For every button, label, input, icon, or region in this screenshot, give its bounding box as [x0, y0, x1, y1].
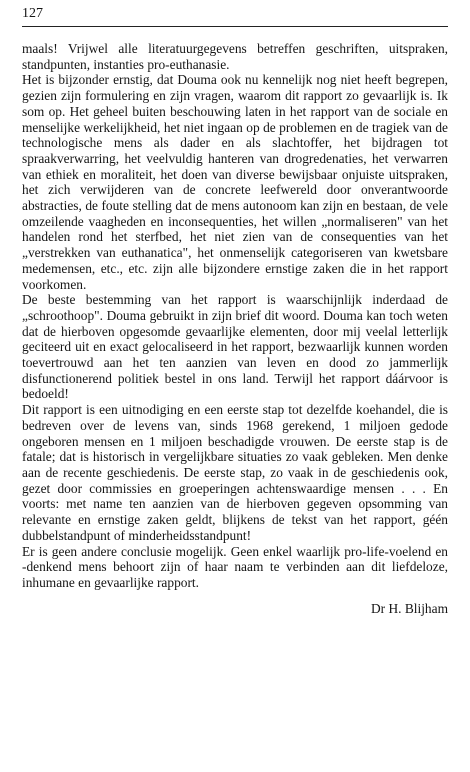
author-signature: Dr H. Blijham	[371, 601, 448, 616]
page-number: 127	[22, 6, 43, 21]
body-text	[22, 41, 448, 591]
paragraph: Er is geen andere conclusie mogelijk. Geen enkel waarlijk pro-life-voelend en -denkend mens behoort zijn of haar naam te verbinden aan dit liefdeloze, inhumane en gevaarlijke rapport.	[22, 543, 448, 590]
paragraph: Dit rapport is een uitnodiging en een eerste stap tot dezelfde koehandel, die is bedreven over de levens van, sinds 1968 gerekend, 1 miljoen gedode ongeboren mensen en 1 miljoen beschadigde vrouwen. De eerste stap is de fatale; dat is historisch in vergelijkbare situaties zo vaak gebleken. Men denke aan de recente geschiedenis. De eerste stap, zo vaak in de geschiedenis ook, gezet door commissies en groeperingen achtenswaardige mensen . . . En voorts: met name ten aanzien van de hierboven gegeven opsomming van relevante en ernstige zaken geldt, blijkens de tekst van het rapport, géén dubbelstandpunt of minderheidsstandpunt!	[22, 402, 448, 543]
header-rule	[22, 26, 448, 27]
paragraph: Het is bijzonder ernstig, dat Douma ook nu kennelijk nog niet heeft begrepen, gezien zijn formulering en zijn vragen, waarom dit rapport zo gevaarlijk is. Ik som op. Het geheel buiten beschouwing laten in het rapport van de sociale en menselijke werkelijkheid, het niet ingaan op de problemen en de tragiek van de technologische mens als dader en als slachtoffer, het bijdragen tot spraakverwarring, het veelvuldig hanteren van drogredenaties, het verwarren van ethiek en moraliteit, het doen van diverse bewijsbaar onjuiste uitspraken, het zich verwijderen van de concrete leefwereld door onverantwoorde abstracties, de foute stelling dat de mens autonoom kan zijn en bestaan, de vele omzeilende vaagheden en inconsequenties, het willen „normaliseren" van het handelen rond het sterfbed, het niet zien van de consequenties van het „verstrekken van euthanatica", het onmenselijk categoriseren van kwetsbare medemensen, etc., etc. zijn alle bijzondere ernstige zaken die in het rapport voorkomen.	[22, 72, 448, 292]
paragraph: De beste bestemming van het rapport is waarschijnlijk inderdaad de „schroothoop". Douma gebruikt in zijn brief dit woord. Douma kan toch weten dat de hierboven opgesomde gevaarlijke elementen, door mij veelal letterlijk geciteerd uit en exact gelocaliseerd in het rapport, bezwaarlijk kunnen worden toevertrouwd aan het ten aanzien van leven en dood zo jammerlijk disfunctionerend politiek bestel in ons land. Terwijl het rapport dáárvoor is bedoeld!	[22, 292, 448, 402]
paragraph: maals! Vrijwel alle literatuurgegevens betreffen geschriften, uitspraken, standpunten, instanties pro-euthanasie.	[22, 41, 448, 72]
